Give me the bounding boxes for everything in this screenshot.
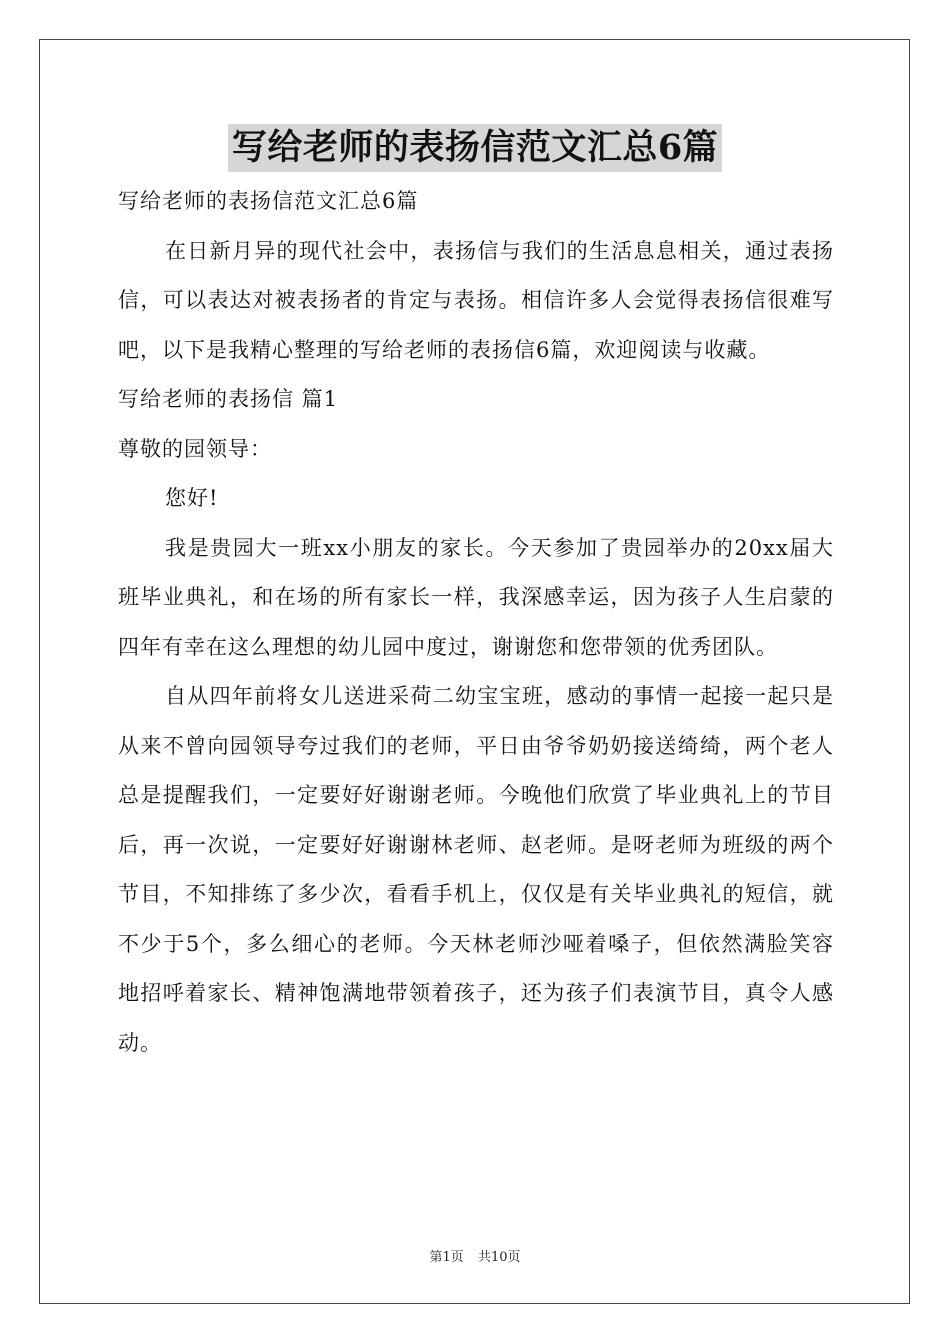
greeting: 您好! xyxy=(165,486,219,510)
subtitle-paragraph: 写给老师的表扬信范文汇总6篇 xyxy=(118,189,419,213)
document-title: 写给老师的表扬信范文汇总6篇 xyxy=(228,124,722,172)
page-number: 第1页 xyxy=(429,1250,464,1265)
document-body xyxy=(118,177,834,1068)
body-paragraph-1: 我是贵园大一班xx小朋友的家长。今天参加了贵园举办的20xx届大班毕业典礼，和在场的所有家长一样，我深感幸运，因为孩子人生启蒙的四年有幸在这么理想的幼儿园中度过，谢谢您和您带领的优秀团队。 xyxy=(118,535,834,659)
salutation: 尊敬的园领导： xyxy=(118,436,272,461)
page-footer xyxy=(0,1246,950,1265)
title-container xyxy=(0,124,950,172)
body-paragraph-2: 自从四年前将女儿送进采荷二幼宝宝班，感动的事情一起接一起只是从来不曾向园领导夸过我们的老师，平日由爷爷奶奶接送绮绮，两个老人总是提醒我们，一定要好好谢谢老师。今晚他们欣赏了毕业典礼上的节目后，再一次说，一定要好好谢谢林老师、赵老师。是呀老师为班级的两个节目，不知排练了多少次，看看手机上，仅仅是有关毕业典礼的短信，就不少于5个，多么细心的老师。今天林老师沙哑着嗓子，但依然满脸笑容地招呼着家长、精神饱满地带领着孩子，还为孩子们表演节目，真令人感动。 xyxy=(118,684,834,1055)
page-total: 共10页 xyxy=(477,1250,521,1265)
section-heading: 写给老师的表扬信 篇1 xyxy=(118,387,339,411)
intro-paragraph: 在日新月异的现代社会中，表扬信与我们的生活息息相关，通过表扬信，可以表达对被表扬者的肯定与表扬。相信许多人会觉得表扬信很难写吧，以下是我精心整理的写给老师的表扬信6篇，欢迎阅读与收藏。 xyxy=(118,238,834,362)
